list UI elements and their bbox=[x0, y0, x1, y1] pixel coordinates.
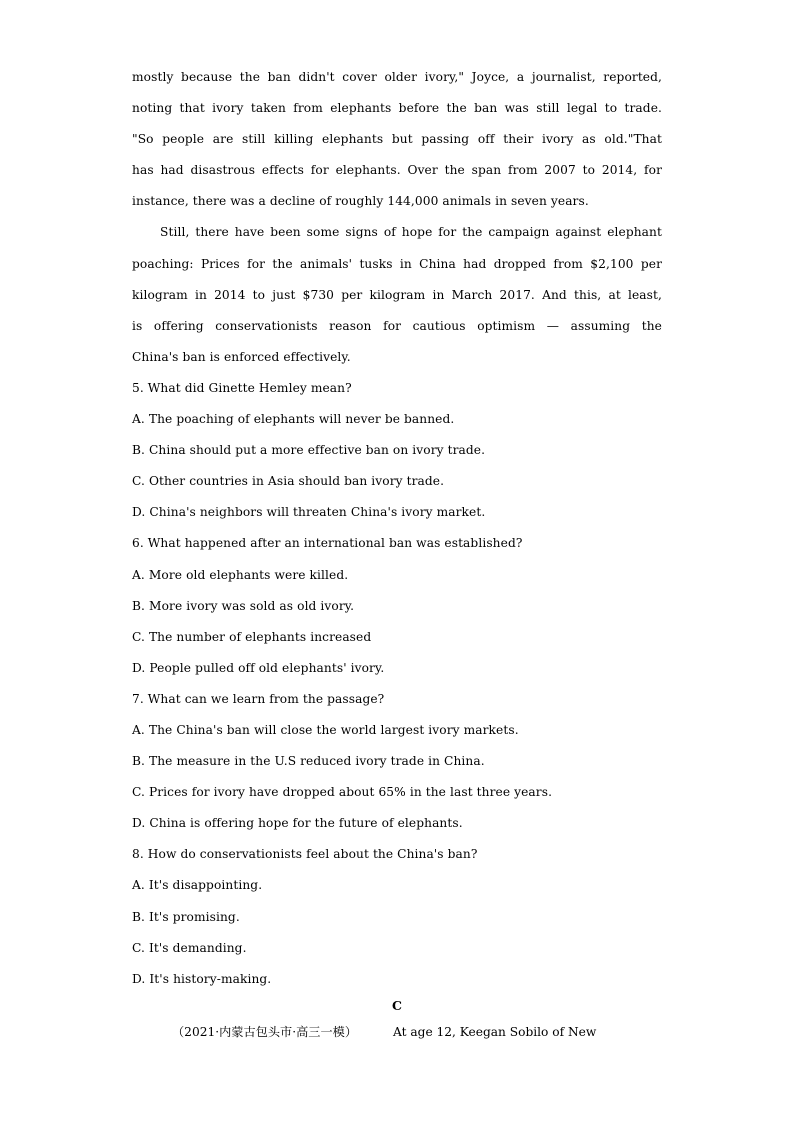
answer-option: D. It's history-making. bbox=[132, 971, 272, 986]
text-line: is offering conservationists reason for cautious optimism — assuming the bbox=[132, 318, 662, 333]
answer-option: D. People pulled off old elephants' ivory. bbox=[132, 660, 385, 675]
question-stem: 6. What happened after an international ban was established? bbox=[132, 536, 523, 551]
answer-option: A. It's disappointing. bbox=[132, 878, 263, 893]
text-line: kilogram in 2014 to just $730 per kilogram in March 2017. And this, at least, bbox=[132, 287, 662, 302]
source-citation: （2021·内蒙古包头市·高三一模） bbox=[172, 1025, 358, 1039]
answer-option: C. The number of elephants increased bbox=[132, 629, 372, 644]
answer-option: B. China should put a more effective ban on ivory trade. bbox=[132, 443, 486, 458]
answer-option: D. China is offering hope for the future of elephants. bbox=[132, 816, 463, 831]
text-line: instance, there was a decline of roughly 144,000 animals in seven years. bbox=[132, 194, 589, 209]
question-7 bbox=[132, 684, 662, 839]
text-line: poaching: Prices for the animals' tusks in China had dropped from $2,100 per bbox=[132, 256, 662, 271]
passage-first-line: At age 12, Keegan Sobilo of New bbox=[393, 1025, 597, 1039]
text-line: Still, there have been some signs of hope for the campaign against elephant bbox=[160, 225, 662, 240]
passage-paragraph-2 bbox=[132, 217, 662, 372]
text-line: "So people are still killing elephants but passing off their ivory as old."That bbox=[132, 132, 662, 147]
document-body bbox=[132, 62, 662, 995]
text-line: China's ban is enforced effectively. bbox=[132, 349, 351, 364]
question-stem: 8. How do conservationists feel about the China's ban? bbox=[132, 847, 478, 862]
question-stem: 7. What can we learn from the passage? bbox=[132, 691, 385, 706]
answer-option: B. The measure in the U.S reduced ivory trade in China. bbox=[132, 754, 485, 769]
answer-option: B. It's promising. bbox=[132, 909, 240, 924]
passage-paragraph-1 bbox=[132, 62, 662, 217]
answer-option: B. More ivory was sold as old ivory. bbox=[132, 598, 355, 613]
answer-option: A. More old elephants were killed. bbox=[132, 567, 349, 582]
answer-option: C. Other countries in Asia should ban ivory trade. bbox=[132, 474, 445, 489]
section-heading: C bbox=[392, 998, 402, 1013]
text-line: has had disastrous effects for elephants. Over the span from 2007 to 2014, for bbox=[132, 163, 662, 178]
question-8 bbox=[132, 839, 662, 994]
answer-option: A. The poaching of elephants will never be banned. bbox=[132, 412, 455, 427]
section-intro-line bbox=[172, 1023, 596, 1040]
answer-option: C. Prices for ivory have dropped about 65% in the last three years. bbox=[132, 785, 553, 800]
text-line: noting that ivory taken from elephants before the ban was still legal to trade. bbox=[132, 101, 662, 116]
answer-option: A. The China's ban will close the world largest ivory markets. bbox=[132, 722, 519, 737]
answer-option: C. It's demanding. bbox=[132, 940, 247, 955]
question-6 bbox=[132, 528, 662, 683]
question-stem: 5. What did Ginette Hemley mean? bbox=[132, 380, 352, 395]
answer-option: D. China's neighbors will threaten China's ivory market. bbox=[132, 505, 486, 520]
question-5 bbox=[132, 373, 662, 528]
text-line: mostly because the ban didn't cover older ivory," Joyce, a journalist, reported, bbox=[132, 70, 662, 84]
